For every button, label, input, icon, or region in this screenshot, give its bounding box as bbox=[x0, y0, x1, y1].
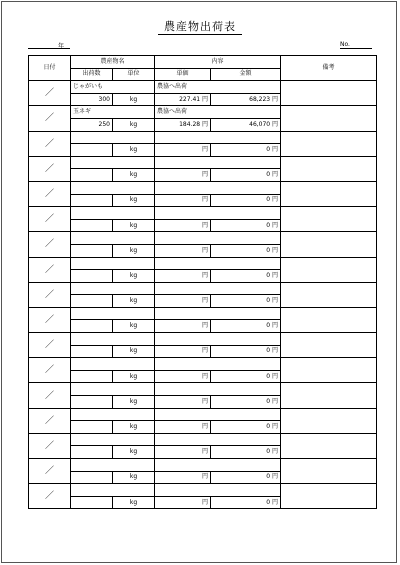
unit-cell: kg bbox=[113, 118, 155, 131]
date-cell[interactable]: ／ bbox=[29, 383, 71, 408]
qty-cell[interactable] bbox=[71, 396, 113, 409]
table-row bbox=[29, 232, 377, 245]
remarks-cell[interactable] bbox=[281, 433, 377, 458]
date-cell[interactable]: ／ bbox=[29, 484, 71, 509]
unit-cell: kg bbox=[113, 345, 155, 358]
amount-cell: 0 円 bbox=[211, 446, 281, 459]
remarks-cell[interactable] bbox=[281, 232, 377, 257]
number-label: No. bbox=[340, 41, 350, 48]
description-cell[interactable]: 農協へ出荷 bbox=[155, 81, 281, 94]
description-cell[interactable] bbox=[155, 232, 281, 245]
product-name-cell[interactable]: 玉ネギ bbox=[71, 106, 155, 119]
amount-cell: 0 円 bbox=[211, 320, 281, 333]
date-cell[interactable]: ／ bbox=[29, 232, 71, 257]
qty-cell[interactable] bbox=[71, 194, 113, 207]
qty-cell[interactable] bbox=[71, 370, 113, 383]
unit-price-cell[interactable]: 円 bbox=[155, 219, 211, 232]
qty-cell[interactable] bbox=[71, 421, 113, 434]
product-name-cell[interactable] bbox=[71, 408, 155, 421]
remarks-cell[interactable] bbox=[281, 333, 377, 358]
unit-price-cell[interactable]: 円 bbox=[155, 396, 211, 409]
amount-cell: 0 円 bbox=[211, 169, 281, 182]
description-cell[interactable] bbox=[155, 358, 281, 371]
table-row bbox=[29, 484, 377, 497]
description-cell[interactable]: 農協へ出荷 bbox=[155, 106, 281, 119]
qty-cell[interactable] bbox=[71, 295, 113, 308]
table-row bbox=[29, 181, 377, 194]
unit-cell: kg bbox=[113, 194, 155, 207]
header-content-group: 内容 bbox=[155, 56, 281, 69]
amount-cell: 0 円 bbox=[211, 244, 281, 257]
unit-price-cell[interactable]: 円 bbox=[155, 194, 211, 207]
table-row bbox=[29, 333, 377, 346]
date-cell[interactable]: ／ bbox=[29, 257, 71, 282]
product-name-cell[interactable] bbox=[71, 181, 155, 194]
amount-cell: 0 円 bbox=[211, 370, 281, 383]
header-shipment-qty: 出荷数 bbox=[71, 68, 113, 81]
amount-cell: 0 円 bbox=[211, 219, 281, 232]
unit-cell: kg bbox=[113, 320, 155, 333]
unit-cell: kg bbox=[113, 219, 155, 232]
amount-cell: 0 円 bbox=[211, 421, 281, 434]
product-name-cell[interactable] bbox=[71, 257, 155, 270]
number-field-line bbox=[340, 48, 372, 49]
unit-price-cell[interactable]: 184.28 円 bbox=[155, 118, 211, 131]
date-cell[interactable]: ／ bbox=[29, 358, 71, 383]
unit-price-cell[interactable]: 円 bbox=[155, 370, 211, 383]
remarks-cell[interactable] bbox=[281, 282, 377, 307]
date-cell[interactable]: ／ bbox=[29, 333, 71, 358]
amount-cell: 0 円 bbox=[211, 496, 281, 509]
product-name-cell[interactable] bbox=[71, 358, 155, 371]
unit-cell: kg bbox=[113, 446, 155, 459]
date-cell[interactable]: ／ bbox=[29, 459, 71, 484]
description-cell[interactable] bbox=[155, 383, 281, 396]
description-cell[interactable] bbox=[155, 207, 281, 220]
unit-price-cell[interactable]: 円 bbox=[155, 471, 211, 484]
description-cell[interactable] bbox=[155, 307, 281, 320]
table-row bbox=[29, 307, 377, 320]
qty-cell[interactable] bbox=[71, 219, 113, 232]
date-cell[interactable]: ／ bbox=[29, 156, 71, 181]
unit-price-cell[interactable]: 円 bbox=[155, 320, 211, 333]
description-cell[interactable] bbox=[155, 156, 281, 169]
description-cell[interactable] bbox=[155, 181, 281, 194]
unit-cell: kg bbox=[113, 144, 155, 157]
unit-price-cell[interactable]: 円 bbox=[155, 295, 211, 308]
unit-cell: kg bbox=[113, 93, 155, 106]
product-name-cell[interactable] bbox=[71, 282, 155, 295]
product-name-cell[interactable]: じゃがいも bbox=[71, 81, 155, 94]
unit-price-cell[interactable]: 227.41 円 bbox=[155, 93, 211, 106]
unit-cell: kg bbox=[113, 471, 155, 484]
unit-price-cell[interactable]: 円 bbox=[155, 244, 211, 257]
table-row bbox=[29, 358, 377, 371]
unit-price-cell[interactable]: 円 bbox=[155, 169, 211, 182]
remarks-cell[interactable] bbox=[281, 484, 377, 509]
header-unit-price: 単価 bbox=[155, 68, 211, 81]
qty-cell[interactable] bbox=[71, 345, 113, 358]
unit-cell: kg bbox=[113, 270, 155, 283]
qty-cell[interactable] bbox=[71, 144, 113, 157]
remarks-cell[interactable] bbox=[281, 408, 377, 433]
remarks-cell[interactable] bbox=[281, 131, 377, 156]
qty-cell[interactable] bbox=[71, 270, 113, 283]
date-cell[interactable]: ／ bbox=[29, 307, 71, 332]
table-row bbox=[29, 433, 377, 446]
description-cell[interactable] bbox=[155, 257, 281, 270]
year-label: 年 bbox=[58, 43, 65, 50]
date-cell[interactable]: ／ bbox=[29, 433, 71, 458]
qty-cell[interactable]: 250 bbox=[71, 118, 113, 131]
header-unit: 単位 bbox=[113, 68, 155, 81]
product-name-cell[interactable] bbox=[71, 383, 155, 396]
date-cell[interactable]: ／ bbox=[29, 181, 71, 206]
table-row bbox=[29, 131, 377, 144]
remarks-cell[interactable] bbox=[281, 459, 377, 484]
amount-cell: 0 円 bbox=[211, 345, 281, 358]
date-cell[interactable]: ／ bbox=[29, 131, 71, 156]
unit-cell: kg bbox=[113, 421, 155, 434]
remarks-cell[interactable] bbox=[281, 307, 377, 332]
description-cell[interactable] bbox=[155, 408, 281, 421]
product-name-cell[interactable] bbox=[71, 131, 155, 144]
table-row bbox=[29, 383, 377, 396]
unit-cell: kg bbox=[113, 295, 155, 308]
remarks-cell[interactable] bbox=[281, 257, 377, 282]
table-row bbox=[29, 408, 377, 421]
amount-cell: 46,070 円 bbox=[211, 118, 281, 131]
unit-cell: kg bbox=[113, 370, 155, 383]
qty-cell[interactable]: 300 bbox=[71, 93, 113, 106]
description-cell[interactable] bbox=[155, 131, 281, 144]
product-name-cell[interactable] bbox=[71, 207, 155, 220]
product-name-cell[interactable] bbox=[71, 156, 155, 169]
table-row bbox=[29, 257, 377, 270]
amount-cell: 0 円 bbox=[211, 194, 281, 207]
table-row bbox=[29, 106, 377, 119]
product-name-cell[interactable] bbox=[71, 232, 155, 245]
date-cell[interactable]: ／ bbox=[29, 207, 71, 232]
remarks-cell[interactable] bbox=[281, 207, 377, 232]
description-cell[interactable] bbox=[155, 433, 281, 446]
description-cell[interactable] bbox=[155, 484, 281, 497]
amount-cell: 0 円 bbox=[211, 396, 281, 409]
page-title: 農産物出荷表 bbox=[0, 18, 400, 34]
product-name-cell[interactable] bbox=[71, 307, 155, 320]
remarks-cell[interactable] bbox=[281, 81, 377, 106]
table-row bbox=[29, 81, 377, 94]
unit-cell: kg bbox=[113, 396, 155, 409]
description-cell[interactable] bbox=[155, 333, 281, 346]
description-cell[interactable] bbox=[155, 282, 281, 295]
header-product-group: 農産物名 bbox=[71, 56, 155, 69]
table-row bbox=[29, 459, 377, 472]
amount-cell: 68,223 円 bbox=[211, 93, 281, 106]
remarks-cell[interactable] bbox=[281, 358, 377, 383]
unit-price-cell[interactable]: 円 bbox=[155, 345, 211, 358]
qty-cell[interactable] bbox=[71, 471, 113, 484]
qty-cell[interactable] bbox=[71, 496, 113, 509]
header-remarks: 備考 bbox=[281, 56, 377, 81]
unit-price-cell[interactable]: 円 bbox=[155, 421, 211, 434]
unit-price-cell[interactable]: 円 bbox=[155, 446, 211, 459]
table-row bbox=[29, 282, 377, 295]
unit-cell: kg bbox=[113, 169, 155, 182]
amount-cell: 0 円 bbox=[211, 471, 281, 484]
date-cell[interactable]: ／ bbox=[29, 408, 71, 433]
date-cell[interactable]: ／ bbox=[29, 106, 71, 131]
qty-cell[interactable] bbox=[71, 320, 113, 333]
product-name-cell[interactable] bbox=[71, 484, 155, 497]
table-row bbox=[29, 156, 377, 169]
product-name-cell[interactable] bbox=[71, 333, 155, 346]
unit-cell: kg bbox=[113, 244, 155, 257]
amount-cell: 0 円 bbox=[211, 295, 281, 308]
header-amount: 金額 bbox=[211, 68, 281, 81]
amount-cell: 0 円 bbox=[211, 144, 281, 157]
date-cell[interactable]: ／ bbox=[29, 282, 71, 307]
date-cell[interactable]: ／ bbox=[29, 81, 71, 106]
unit-price-cell[interactable]: 円 bbox=[155, 496, 211, 509]
qty-cell[interactable] bbox=[71, 446, 113, 459]
remarks-cell[interactable] bbox=[281, 156, 377, 181]
remarks-cell[interactable] bbox=[281, 181, 377, 206]
remarks-cell[interactable] bbox=[281, 383, 377, 408]
unit-cell: kg bbox=[113, 496, 155, 509]
description-cell[interactable] bbox=[155, 459, 281, 472]
shipment-table bbox=[28, 55, 377, 509]
remarks-cell[interactable] bbox=[281, 106, 377, 131]
qty-cell[interactable] bbox=[71, 169, 113, 182]
header-date: 日付 bbox=[29, 56, 71, 81]
qty-cell[interactable] bbox=[71, 244, 113, 257]
unit-price-cell[interactable]: 円 bbox=[155, 144, 211, 157]
product-name-cell[interactable] bbox=[71, 459, 155, 472]
table-row bbox=[29, 207, 377, 220]
amount-cell: 0 円 bbox=[211, 270, 281, 283]
product-name-cell[interactable] bbox=[71, 433, 155, 446]
unit-price-cell[interactable]: 円 bbox=[155, 270, 211, 283]
